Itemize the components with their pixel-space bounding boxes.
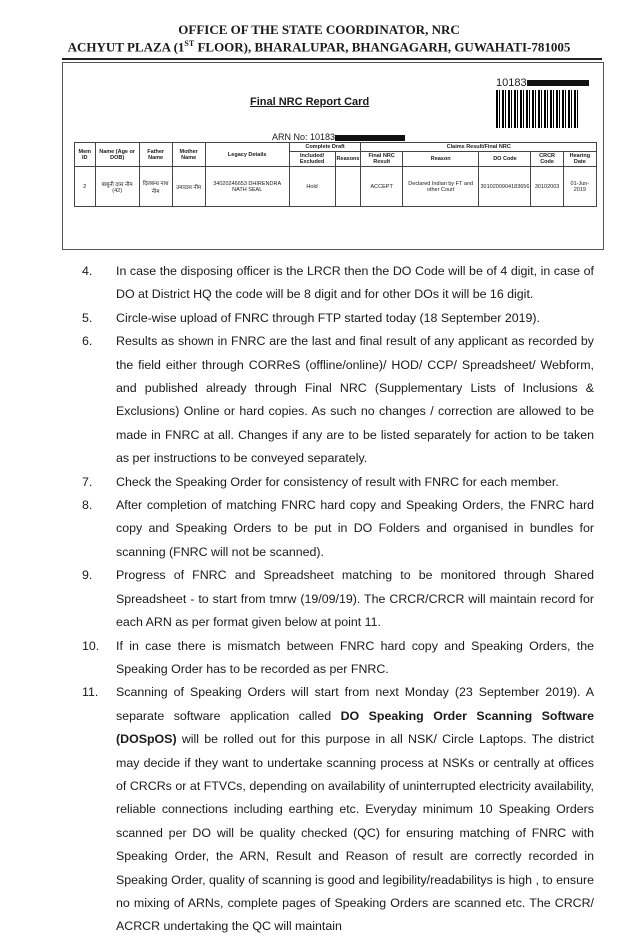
col-header: Hearing Date xyxy=(563,152,596,167)
header-rule xyxy=(62,58,602,60)
col-header: Included/ Excluded xyxy=(289,152,335,167)
col-header: Reason xyxy=(402,152,479,167)
report-card-table xyxy=(74,142,597,207)
list-item: 5. Circle-wise upload of FNRC through FTP started today (18 September 2019). xyxy=(82,310,541,325)
table-row xyxy=(75,167,597,207)
cell: 30102003 xyxy=(531,167,563,207)
list-item: 11. Scanning of Speaking Orders will start from next Monday (23 September 2019). A separate software application called DO Speaking Order Scanning Software (DOSpOS) will be rolled out for this purpose in all NSK/ Circle Laptops. The district may decide if they want to undertake scanning process at NSKs or centrally at offices of CRCRs or at FTVCs, depending on availability of uninterrupted electricity availability, reliable connections including earthing etc. Everyday minimum 10 Speaking Orders scanned per DO will be quality checked (QC) for ensuring matching of FNRC with Speaking Order, the ARN, Result and Reason of result are correctly recorded in Speaking Order, quality of scanning is good and legibility/readabilitys is high , to ensure no mixing of ARNs, complete pages of Speaking Orders are scanned etc. The CRCR/ ACRCR undertaking the QC will maintain xyxy=(82,685,595,934)
list-item: 6. Results as shown in FNRC are the last and final result of any applicant as recorded by the field either through CORReS (offline/online)/ HOD/ CCP/ Spreadsheet/ Webform, and published already through Final NRC (Supplementary Lists of Inclusions & Exclusions) Online or hard copies. As such no changes / correction are allowed to be made in FNRC at all. Changes if any are to be listed separately for action to be taken as per instructions to be conveyed separately. xyxy=(82,334,594,466)
cell: 3010200904183656 xyxy=(479,167,531,207)
cell: 01-Jun-2019 xyxy=(563,167,596,207)
col-header: Legacy Details xyxy=(205,143,289,167)
software-name: DO Speaking Order Scanning Software (DOSpOS) xyxy=(116,708,594,747)
office-address: ACHYUT PLAZA (1ST FLOOR), BHARALUPAR, BHANGAGARH, GUWAHATI-781005 xyxy=(67,39,571,55)
col-header: DO Code xyxy=(479,152,531,167)
col-header: Final NRC Result xyxy=(361,152,402,167)
col-header: Father Name xyxy=(139,143,172,167)
barcode-number: 10183 xyxy=(496,77,589,89)
cell: ACCEPT xyxy=(361,167,402,207)
barcode-icon xyxy=(496,90,580,128)
list-item: 8. After completion of matching FNRC hard copy and Speaking Orders, the FNRC hard copy and Speaking Orders to be put in DO Folders and organised in bundles for scanning (FNRC will not be scanned). xyxy=(82,498,594,559)
cell: Declared Indian by FT and other Court xyxy=(402,167,479,207)
cell xyxy=(335,167,361,207)
cell: दिलबन्ध नाथ नीम xyxy=(139,167,172,207)
group-header: Claims Result/Final NRC xyxy=(361,143,597,152)
office-heading: OFFICE OF THE STATE COORDINATOR, NRC xyxy=(178,22,460,37)
cell: 2 xyxy=(75,167,96,207)
list-item: 4. In case the disposing officer is the LRCR then the DO Code will be of 4 digit, in case of DO at District HQ the code will be 8 digit and for other DOs it will be 16 digit. xyxy=(82,264,594,302)
list-item: 9. Progress of FNRC and Spreadsheet matching to be monitored through Shared Spreadsheet - to start from tmrw (19/09/19). The CRCR/CRCR will maintain record for each ARN as per format given below at point 11. xyxy=(82,568,594,630)
col-header: Mem ID xyxy=(75,143,96,167)
col-header: Mother Name xyxy=(172,143,205,167)
cell: Hold xyxy=(289,167,335,207)
group-header: Complete Draft xyxy=(289,143,361,152)
report-card-title: Final NRC Report Card xyxy=(250,96,370,108)
list-item: 10. If in case there is mismatch between FNRC hard copy and Speaking Orders, the Speaking Order has to be recorded as per FNRC. xyxy=(82,638,594,676)
col-header: Name (Age or DOB) xyxy=(95,143,139,167)
arn-number: ARN No: 10183 xyxy=(272,132,405,142)
redaction-bar xyxy=(335,135,405,141)
cell: 34020246653 DHIRENDRA NATH SEAL xyxy=(205,167,289,207)
list-item: 7. Check the Speaking Order for consistency of result with FNRC for each member. xyxy=(82,474,559,489)
redaction-bar xyxy=(527,80,589,86)
cell: बाबुनी दास नीम (42) xyxy=(95,167,139,207)
col-header: Reasons xyxy=(335,152,361,167)
col-header: CRCR Code xyxy=(531,152,563,167)
cell: उमादास नीम xyxy=(172,167,205,207)
instructions-list xyxy=(82,260,594,939)
